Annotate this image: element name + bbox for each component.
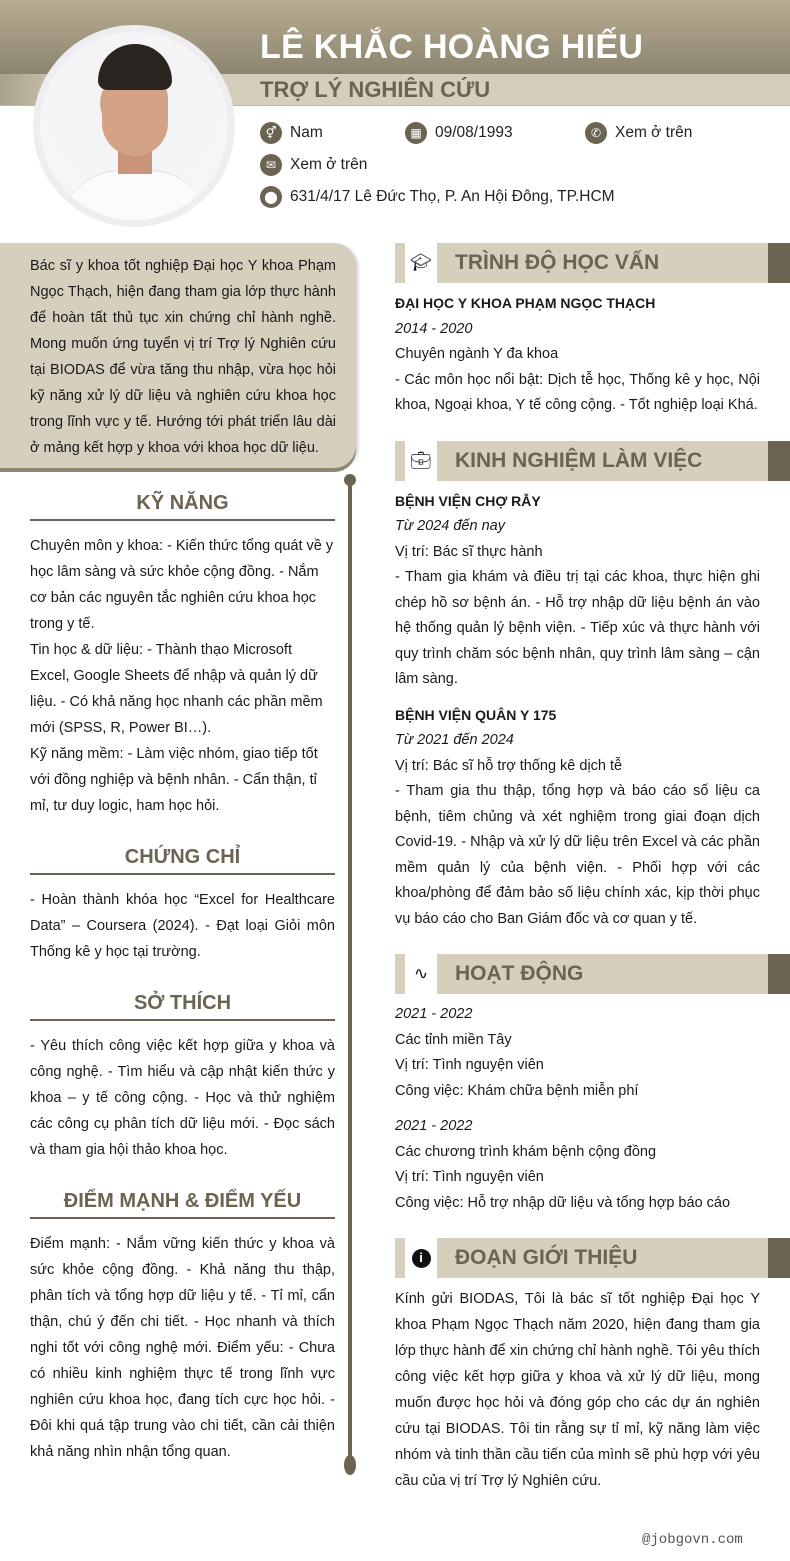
experience-item <box>395 489 760 693</box>
briefcase-icon: 💼︎ <box>405 441 437 481</box>
contact-address <box>260 186 615 208</box>
dob-value: 09/08/1993 <box>435 124 513 141</box>
activities-header <box>395 954 790 994</box>
education-major: Chuyên ngành Y đa khoa <box>395 346 559 362</box>
section-title: KINH NGHIỆM LÀM VIỆC <box>437 441 768 481</box>
certificates-text: - Hoàn thành khóa học “Excel for Healthcare Data” – Coursera (2024). - Đạt loại Giỏi môn Thống kê y học tại trường. <box>30 892 335 960</box>
timeline-line <box>348 480 352 1465</box>
education-body <box>395 291 760 419</box>
experience-header <box>395 441 790 481</box>
gender-value: Nam <box>290 124 323 141</box>
section-title: SỞ THÍCH <box>30 990 335 1021</box>
section-title: HOẠT ĐỘNG <box>437 954 768 994</box>
footer-watermark: @jobgovn.com <box>642 1532 743 1548</box>
location-pin-icon: ⬤ <box>260 186 282 208</box>
summary-box: Bác sĩ y khoa tốt nghiệp Đại học Y khoa Phạm Ngọc Thạch, hiện đang tham gia lớp thực hành để hoàn tất thủ tục xin chứng chỉ hành nghề. Mong muốn ứng tuyển vị trí Trợ lý Nghiên cứu tại BIODAS để vừa tăng thu nhập, vừa học hỏi kỹ năng xử lý dữ liệu và nghiên cứu khoa học trong lĩnh vực y tế. Hướng tới phát triển lâu dài ở mảng kết hợp y khoa với khoa học dữ liệu. <box>0 243 356 468</box>
education-details: - Các môn học nổi bật: Dịch tễ học, Thống kê y học, Nội khoa, Ngoại khoa, Y tế công cộng. - Tốt nghiệp loại Khá. <box>395 371 760 413</box>
timeline-bottom-dot <box>344 1455 356 1475</box>
section-title: ĐIỂM MẠNH & ĐIỂM YẾU <box>30 1188 335 1219</box>
contact-phone <box>585 122 692 144</box>
skills-section <box>30 490 335 819</box>
section-title: TRÌNH ĐỘ HỌC VẤN <box>437 243 768 283</box>
experience-position: Vị trí: Bác sĩ thực hành <box>395 543 543 560</box>
left-column <box>30 490 335 1490</box>
candidate-role: TRỢ LÝ NGHIÊN CỨU <box>260 77 491 102</box>
skill-item: Tin học & dữ liệu: - Thành thạo Microsoft Excel, Google Sheets để nhập và quản lý dữ liệu. - Có khả năng học nhanh các phần mềm mới (SPSS, R, Power BI…). <box>30 642 323 736</box>
graduation-cap-icon: 🎓︎ <box>405 243 437 283</box>
education-header <box>395 243 790 283</box>
activity-period: 2021 - 2022 <box>395 1118 473 1134</box>
avatar <box>33 25 235 227</box>
experience-item <box>395 703 760 933</box>
company-name: BỆNH VIỆN QUÂN Y 175 <box>395 706 557 723</box>
intro-text: Kính gửi BIODAS, Tôi là bác sĩ tốt nghiệp Đại học Y khoa Phạm Ngọc Thạch năm 2020, hiện đang tham gia lớp thực hành để xin chứng chỉ hành nghề. Tôi yêu thích công việc kết hợp giữa y khoa và xử lý dữ liệu, mong muốn được học hỏi và đóng góp cho các dự án nghiên cứu tại BIODAS. Tôi tin rằng sự tỉ mỉ, kỹ năng làm việc nhóm và tinh thần cầu tiến của mình sẽ phù hợp với yêu cầu của vị trí Trợ lý Nghiên cứu. <box>395 1291 760 1489</box>
candidate-name: LÊ KHẮC HOÀNG HIẾU <box>260 28 644 66</box>
contact-dob <box>405 122 513 144</box>
phone-icon: ✆ <box>585 122 607 144</box>
email-icon: ✉ <box>260 154 282 176</box>
contact-email <box>260 154 367 176</box>
activities-body <box>395 1002 760 1216</box>
skill-item: Chuyên môn y khoa: - Kiến thức tổng quát về y học lâm sàng và sức khỏe cộng đồng. - Nắm cơ bản các nguyên tắc nghiên cứu khoa học trong y tế. <box>30 538 334 632</box>
contact-gender <box>260 122 323 144</box>
activity-position: Vị trí: Tình nguyện viên <box>395 1169 544 1185</box>
activity-item <box>395 1002 760 1104</box>
section-title: CHỨNG CHỈ <box>30 844 335 875</box>
activity-org: Các chương trình khám bệnh cộng đồng <box>395 1143 657 1160</box>
school-name: ĐẠI HỌC Y KHOA PHẠM NGỌC THẠCH <box>395 295 656 311</box>
info-icon: i <box>405 1238 437 1278</box>
hobbies-section <box>30 990 335 1163</box>
strengths-text: Điểm mạnh: - Nắm vững kiến thức y khoa và sức khỏe cộng đồng. - Khả năng thu thập, phân tích và tổng hợp dữ liệu y tế. - Tỉ mỉ, cẩn thận, chú ý đến chi tiết. - Học nhanh và thích nghi tốt với công nghệ mới. Điểm yếu: - Chưa có nhiều kinh nghiệm thực tế trong lĩnh vực nghiên cứu khoa học, đang tích cực học hỏi. - Đôi khi quá tập trung vào chi tiết, cần cải thiện khả năng nhìn nhận tổng quan. <box>30 1236 335 1460</box>
strengths-section <box>30 1188 335 1465</box>
calendar-icon: ▦ <box>405 122 427 144</box>
experience-period: Từ 2021 đến 2024 <box>395 732 514 748</box>
experience-position: Vị trí: Bác sĩ hỗ trợ thống kê dịch tễ <box>395 757 623 774</box>
experience-details: - Tham gia khám và điều trị tại các khoa, thực hiện ghi chép hồ sơ bệnh án. - Hỗ trợ nhập dữ liệu bệnh án vào hệ thống quản lý bệnh viện. - Tiếp xúc và thực hành với quy trình chăm sóc bệnh nhân, quy trình lâm sàng – cận lâm sàng. <box>395 569 760 687</box>
email-value: Xem ở trên <box>290 156 368 173</box>
activity-work: Công việc: Hỗ trợ nhập dữ liệu và tổng hợp báo cáo <box>395 1194 731 1211</box>
certificates-section <box>30 844 335 965</box>
activity-position: Vị trí: Tình nguyện viên <box>395 1057 544 1073</box>
phone-value: Xem ở trên <box>615 124 693 141</box>
timeline-top-dot <box>344 474 356 486</box>
activity-work: Công việc: Khám chữa bệnh miễn phí <box>395 1082 639 1099</box>
experience-details: - Tham gia thu thập, tổng hợp và báo cáo số liệu ca bệnh, tiêm chủng và xét nghiệm trong giai đoạn dịch Covid-19. - Nhập và xử lý dữ liệu trên Excel và các phần mềm quản lý của bệnh viện. - Phối hợp với các khoa/phòng để đảm bảo số liệu chính xác, kịp thời phục vụ báo cáo cho Ban Giám đốc và cơ quan y tế. <box>395 783 760 927</box>
company-name: BỆNH VIỆN CHỢ RẪY <box>395 492 541 509</box>
activity-period: 2021 - 2022 <box>395 1006 473 1022</box>
intro-header <box>395 1238 790 1278</box>
experience-period: Từ 2024 đến nay <box>395 518 505 534</box>
heartbeat-icon: ∿ <box>405 954 437 994</box>
gender-icon: ⚥ <box>260 122 282 144</box>
activity-item <box>395 1114 760 1216</box>
education-period: 2014 - 2020 <box>395 320 473 337</box>
right-column <box>395 243 790 1516</box>
section-title: ĐOẠN GIỚI THIỆU <box>437 1238 768 1278</box>
hobbies-text: - Yêu thích công việc kết hợp giữa y khoa và công nghệ. - Tìm hiểu và cập nhật kiến thức y khoa – y tế công cộng. - Học và thử nghiệm các công cụ phân tích dữ liệu mới. - Đọc sách và tham gia hội thảo khoa học. <box>30 1038 335 1158</box>
experience-body <box>395 489 760 933</box>
section-title: KỸ NĂNG <box>30 490 335 521</box>
address-value: 631/4/17 Lê Đức Thọ, P. An Hội Đông, TP.HCM <box>290 188 615 205</box>
skill-item: Kỹ năng mềm: - Làm việc nhóm, giao tiếp tốt với đồng nghiệp và bệnh nhân. - Cẩn thận, tỉ mỉ, tư duy logic, ham học hỏi. <box>30 746 318 814</box>
activity-org: Các tỉnh miền Tây <box>395 1031 512 1048</box>
